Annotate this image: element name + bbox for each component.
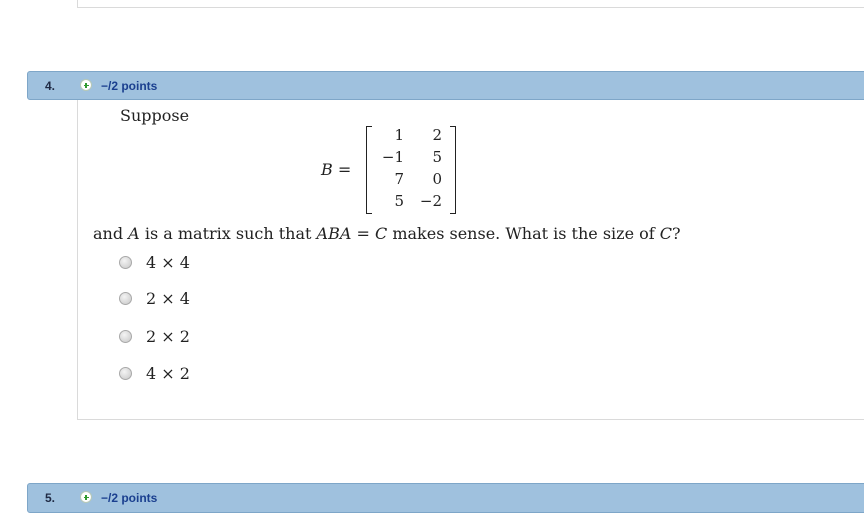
points-label[interactable]: −/2 points [101,491,158,505]
matrix-name: B = [321,160,352,179]
question-5-header [27,483,864,513]
choice-label[interactable]: 2 × 4 [146,288,190,308]
matrix-cell: 1 [394,126,404,144]
matrix-cell: 5 [394,192,404,210]
matrix-left-bracket [366,126,372,214]
matrix-cell: 2 [432,126,442,144]
matrix-right-bracket [450,126,456,214]
question-intro: Suppose [120,106,190,125]
question-number: 5. [45,491,56,505]
matrix-cell: −1 [381,148,404,166]
answer-choice[interactable] [119,363,190,383]
answer-choice[interactable] [119,288,190,308]
radio-button[interactable] [119,292,132,305]
choice-label[interactable]: 2 × 2 [146,326,190,346]
points-label[interactable]: −/2 points [101,79,158,93]
question-number: 4. [45,79,56,93]
radio-button[interactable] [119,330,132,343]
previous-question-card [77,0,864,8]
question-4-header [27,71,864,100]
question-text: and A is a matrix such that ABA = C makes sense. What is the size of C? [93,224,681,243]
choice-label[interactable]: 4 × 4 [146,252,190,272]
matrix-cell: −2 [419,192,442,210]
choice-label[interactable]: 4 × 2 [146,363,190,383]
expand-plus-icon[interactable] [80,491,92,503]
radio-button[interactable] [119,256,132,269]
expand-plus-icon[interactable] [80,79,92,91]
matrix-cell: 5 [432,148,442,166]
question-4-body [77,100,864,420]
radio-button[interactable] [119,367,132,380]
answer-choice[interactable] [119,252,190,272]
matrix-cell: 0 [432,170,442,188]
matrix-cell: 7 [394,170,404,188]
answer-choice[interactable] [119,326,190,346]
